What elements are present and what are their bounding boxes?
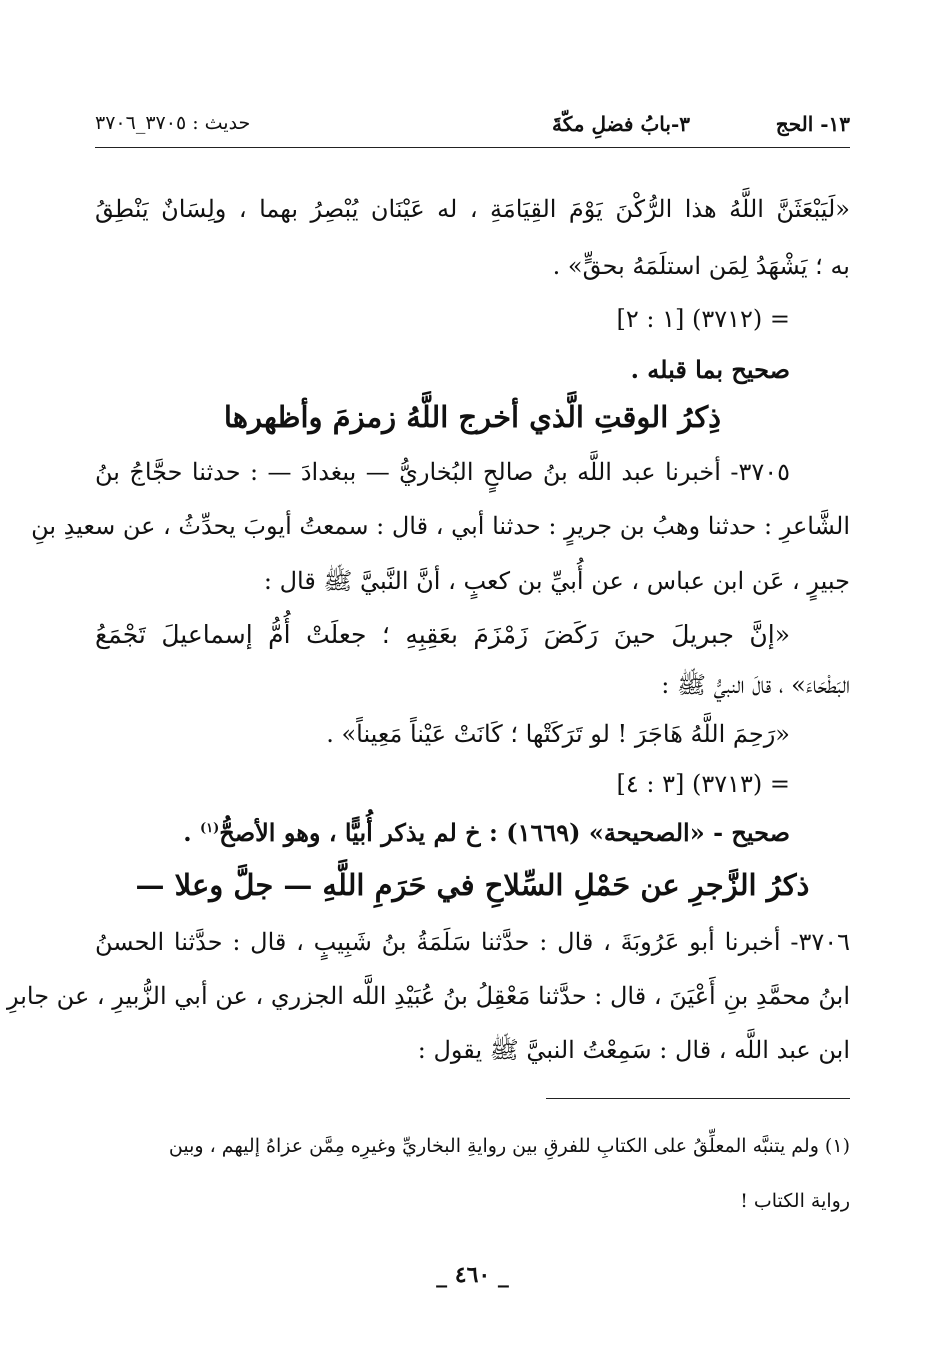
header-divider — [95, 147, 850, 148]
text-line: «لَيَبْعَثَنَّ اللَّهُ هذا الرُّكْنَ يَوْمَ القِيَامَةِ ، له عَيْنَان يُبْصِرُ بهما ، ولِسَانٌ يَنْطِقُ — [95, 195, 850, 223]
chapter-title: ١٣- الحج — [775, 112, 850, 136]
text-line: جبيرٍ ، عَن ابن عباس ، عن أُبيِّ بن كعبٍ ، أنَّ النَّبيَّ ﷺ قال : — [263, 567, 850, 595]
section-heading: ذِكرُ الوقتِ الَّذي أخرج اللَّهُ زمزمَ وأظهرها — [223, 400, 722, 434]
grading-end: . — [183, 818, 200, 847]
reference-line: = (٣٧١٢) [١ : ٢] — [616, 305, 790, 333]
grading-line — [95, 818, 790, 847]
grading-text: صحيح - «الصحيحة» (١٦٦٩) : خ لم يذكر أُبيًّا ، وهو الأصحُّ — [219, 818, 790, 847]
running-header — [95, 112, 850, 142]
text-line: ٣٧٠٥- أخبرنا عبد اللَّه بنُ صالحٍ البُخاريُّ — ببغدادَ — : حدثنا حجَّاجُ بنُ — [95, 458, 790, 486]
section-heading: ذكرُ الزَّجرِ عن حَمْلِ السِّلاحِ في حَرَمِ اللَّهِ — جلَّ وعلا — — [135, 868, 810, 902]
text-line: «رَحِمَ اللَّهُ هَاجَرَ ! لو تَرَكَتْها ؛ كَانَتْ عَيْناً مَعِيناً» . — [326, 720, 790, 748]
footnote-line: رواية الكتاب ! — [740, 1190, 850, 1212]
hadith-range: حديث : ٣٧٠٥_٣٧٠٦ — [95, 112, 251, 134]
text-line: ابن عبد اللَّه ، قال : سَمِعْتُ النبيَّ ﷺ يقول : — [417, 1036, 850, 1064]
text-line: البَطْحَاءَ» ، قالَ النبيُّ ﷺ : — [661, 671, 850, 699]
page-number: _ ٤٦٠ _ — [436, 1262, 509, 1288]
footnote-divider — [546, 1098, 850, 1099]
text-line: به ؛ يَشْهَدُ لِمَن استلَمَهُ بحقٍّ» . — [552, 252, 850, 280]
text-line: «إنَّ جبريلَ حينَ رَكَضَ زَمْزَمَ بعَقِبِهِ ؛ جعلَتْ أُمُّ إسماعيلَ تَجْمَعُ — [95, 620, 790, 649]
text-line: ابنُ محمَّدِ بنِ أَعْيَنَ ، قال : حدَّثنا مَعْقِلُ بنُ عُبَيْدِ اللَّه الجزري ، عن أبي الزُّبيرِ ، عن جابرِ — [6, 982, 850, 1010]
footnote-marker: (١) — [199, 821, 220, 836]
text-line: الشَّاعرِ : حدثنا وهبُ بن جريرٍ : حدثنا أبي ، قال : سمعتُ أيوبَ يحدِّثُ ، عن سعيدِ بنِ — [31, 512, 850, 540]
section-title: ٣-بابُ فضلِ مكّةَ — [552, 112, 690, 136]
footnote-line: (١) ولم يتنبَّه المعلِّقُ على الكتابِ للفرقِ بين روايةِ البخاريِّ وغيرِه مِمَّن عزاهُ إليهم ، وبين — [168, 1135, 850, 1157]
grading-line: صحيح بما قبله . — [630, 355, 790, 384]
reference-line: = (٣٧١٣) [٣ : ٤] — [616, 770, 790, 798]
text-line: ٣٧٠٦- أخبرنا أبو عَرُوبَةَ ، قال : حدَّثنا سَلَمَةُ بنُ شَبِيبٍ ، قال : حدَّثنا الحسنُ — [95, 928, 850, 956]
